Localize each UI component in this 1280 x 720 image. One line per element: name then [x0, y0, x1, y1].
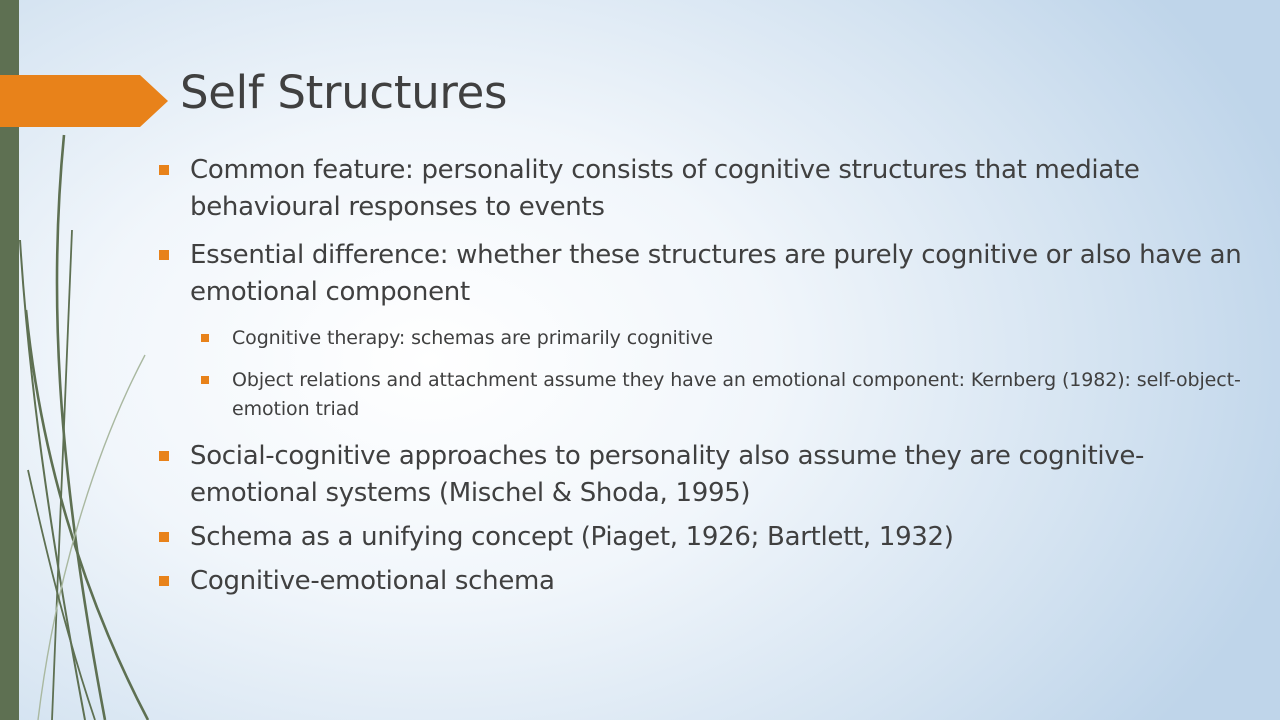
sub-bullet-cognitive-therapy: Cognitive therapy: schemas are primarily cognitive [200, 324, 1248, 353]
title-accent-tab [0, 75, 168, 127]
sub-bullet-object-relations: Object relations and attachment assume they have an emotional component: Kernberg (1982): self-object-emotion triad [200, 366, 1248, 424]
bullet-schema-concept: Schema as a unifying concept (Piaget, 1926; Bartlett, 1932) [158, 519, 1248, 556]
bullet-essential-difference: Essential difference: whether these structures are purely cognitive or also have an emotional component [158, 237, 1248, 311]
bullet-social-cognitive: Social-cognitive approaches to personality also assume they are cognitive-emotional systems (Mischel & Shoda, 1995) [158, 438, 1248, 512]
slide-content [158, 152, 1248, 600]
slide-title: Self Structures [180, 66, 508, 119]
bullet-common-feature: Common feature: personality consists of cognitive structures that mediate behavioural responses to events [158, 152, 1248, 226]
bullet-cognitive-emotional-schema: Cognitive-emotional schema [158, 563, 1248, 600]
